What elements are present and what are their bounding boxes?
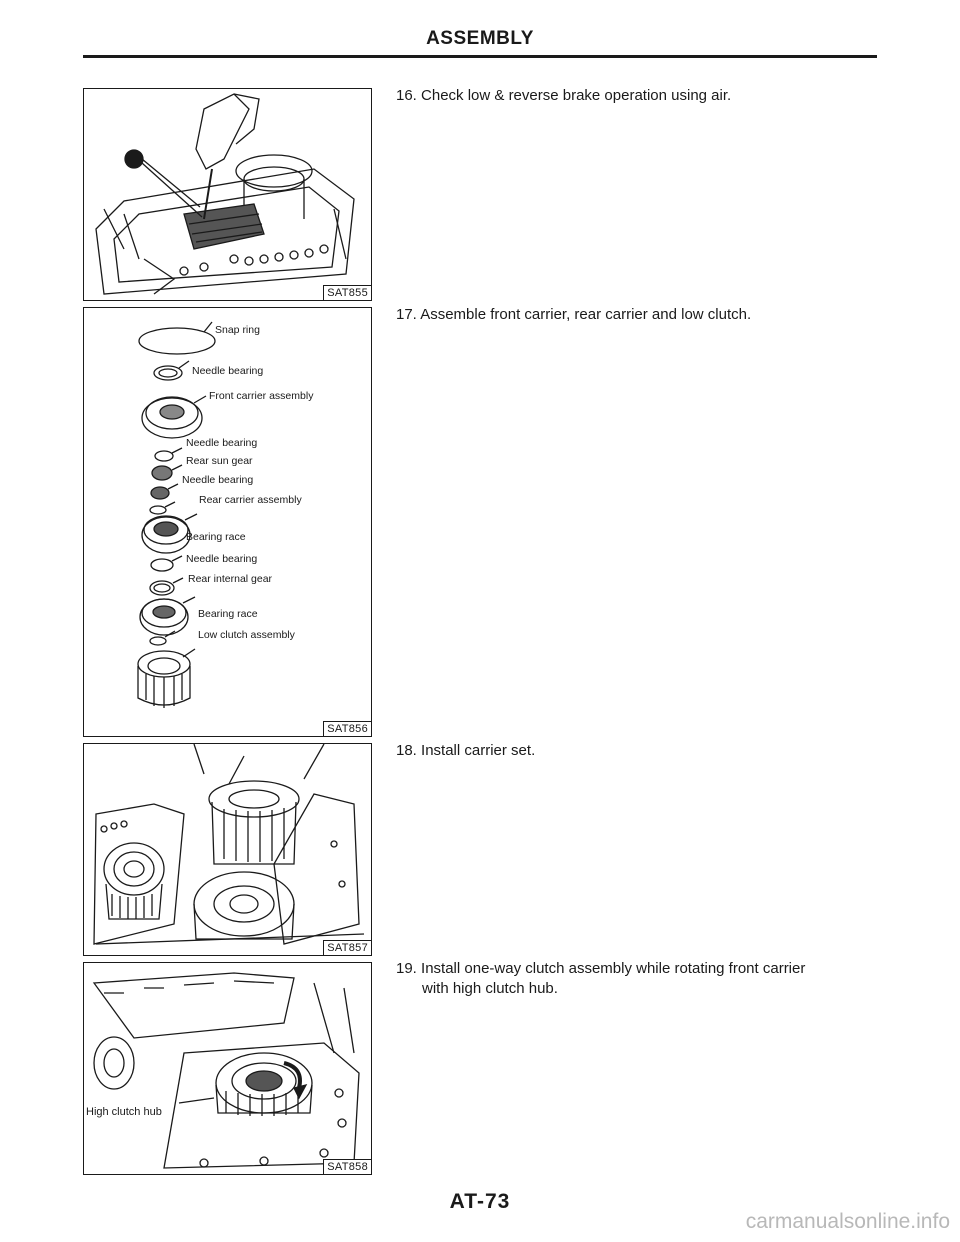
step-text: Install carrier set. bbox=[421, 742, 536, 759]
watermark: carmanualsonline.info bbox=[745, 1210, 950, 1233]
part-label-needle-bearing-3: Needle bearing bbox=[182, 474, 254, 486]
step-text: Install one-way clutch assembly while rotating front carrier bbox=[421, 960, 806, 977]
part-label-front-carrier-assembly: Front carrier assembly bbox=[209, 390, 314, 402]
part-label-needle-bearing-1: Needle bearing bbox=[192, 365, 264, 377]
figure-code: SAT855 bbox=[323, 285, 371, 300]
figure-sat855 bbox=[83, 88, 372, 301]
part-label-low-clutch-assembly: Low clutch assembly bbox=[198, 629, 295, 641]
step-number: 16. bbox=[396, 87, 417, 104]
header-rule bbox=[83, 55, 877, 58]
step-16 bbox=[396, 86, 886, 106]
step-text-continued: with high clutch hub. bbox=[422, 980, 558, 997]
figure-sat857-illustration bbox=[84, 744, 372, 956]
figure-code: SAT858 bbox=[323, 1159, 371, 1174]
step-17 bbox=[396, 305, 886, 325]
part-label-rear-internal-gear: Rear internal gear bbox=[188, 573, 273, 585]
step-19 bbox=[396, 959, 886, 999]
figure-sat858 bbox=[83, 962, 372, 1175]
part-label-bearing-race-1: Bearing race bbox=[186, 531, 246, 543]
part-label-rear-sun-gear: Rear sun gear bbox=[186, 455, 253, 467]
step-18 bbox=[396, 741, 886, 761]
step-number: 17. bbox=[396, 306, 417, 323]
step-text: Check low & reverse brake operation using air. bbox=[421, 87, 732, 104]
figure-code: SAT856 bbox=[323, 721, 371, 736]
part-label-needle-bearing-2: Needle bearing bbox=[186, 437, 258, 449]
figure-sat857 bbox=[83, 743, 372, 956]
page-number: AT-73 bbox=[449, 1190, 511, 1213]
figure-code: SAT857 bbox=[323, 940, 371, 955]
part-label-needle-bearing-4: Needle bearing bbox=[186, 553, 258, 565]
part-label-snap-ring: Snap ring bbox=[215, 324, 260, 336]
figure-sat856 bbox=[83, 307, 372, 737]
high-clutch-hub-callout: High clutch hub bbox=[86, 1106, 162, 1118]
figure-sat855-illustration bbox=[84, 89, 372, 301]
step-number: 19. bbox=[396, 960, 417, 977]
step-text: Assemble front carrier, rear carrier and low clutch. bbox=[420, 306, 752, 323]
step-number: 18. bbox=[396, 742, 417, 759]
figure-sat858-illustration bbox=[84, 963, 372, 1175]
part-label-rear-carrier-assembly: Rear carrier assembly bbox=[199, 494, 302, 506]
part-label-bearing-race-2: Bearing race bbox=[198, 608, 258, 620]
page-title: ASSEMBLY bbox=[426, 28, 534, 49]
